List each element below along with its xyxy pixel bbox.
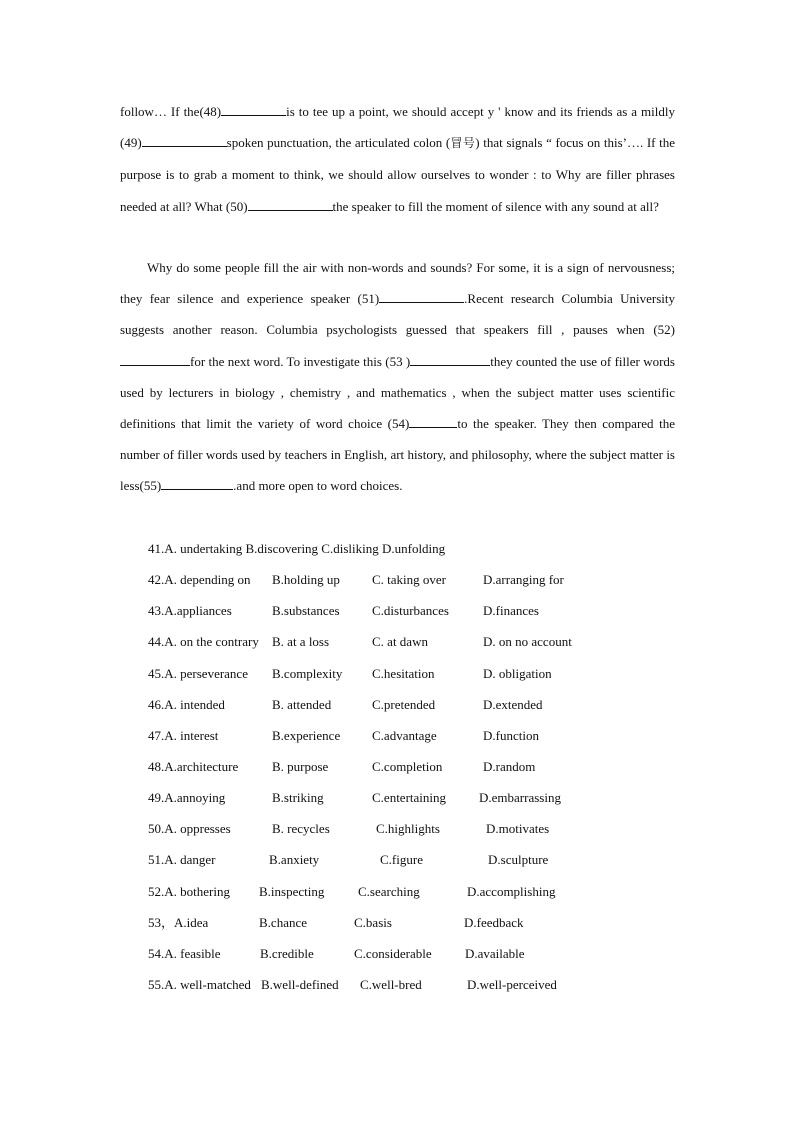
para2-text-1: Why do some people fill the air with non-words and sounds? For some, it is a sign of nervousness; they fear silence and experience speaker (51) — [120, 260, 675, 307]
option-c[interactable]: C.considerable — [354, 945, 432, 961]
option-b[interactable]: B.inspecting — [259, 883, 325, 899]
option-row-55 — [148, 969, 668, 1000]
option-c[interactable]: C.hesitation — [372, 665, 435, 681]
option-c[interactable]: C.basis — [354, 914, 392, 930]
option-d[interactable]: D.feedback — [464, 914, 524, 930]
option-row-52 — [148, 876, 668, 907]
para2-text-3: for the next word. To investigate this (53 ) — [190, 353, 411, 369]
option-row-53 — [148, 907, 668, 938]
option-b[interactable]: B. attended — [272, 696, 332, 712]
option-41-line[interactable]: 41.A. undertaking B.discovering C.disliking D.unfolding — [148, 541, 446, 556]
option-b[interactable]: B.complexity — [272, 665, 343, 681]
option-a[interactable]: 42.A. depending on — [148, 572, 251, 588]
option-b[interactable]: B. at a loss — [272, 634, 330, 650]
blank-51[interactable] — [379, 290, 464, 303]
para1-text-5: the speaker to fill the moment of silence with any sound at all? — [332, 198, 659, 214]
option-a[interactable]: 46.A. intended — [148, 696, 225, 712]
passage-paragraph-2 — [120, 252, 675, 502]
option-d[interactable]: D.arranging for — [483, 572, 564, 588]
option-d[interactable]: D.random — [483, 758, 536, 774]
option-b[interactable]: B.anxiety — [269, 852, 320, 868]
option-d[interactable]: D.accomplishing — [467, 883, 556, 899]
option-row-50 — [148, 813, 668, 844]
option-d[interactable]: D.embarrassing — [479, 790, 561, 806]
option-row-46 — [148, 689, 668, 720]
option-c[interactable]: C.figure — [380, 852, 423, 868]
option-a[interactable]: 55.A. well-matched — [148, 976, 251, 992]
option-row-44 — [148, 626, 668, 657]
option-d[interactable]: D.motivates — [486, 821, 550, 837]
option-b[interactable]: B.credible — [260, 945, 314, 961]
option-b[interactable]: B.striking — [272, 790, 324, 806]
option-a[interactable]: 52.A. bothering — [148, 883, 230, 899]
blank-53[interactable] — [410, 353, 490, 366]
option-c[interactable]: C.searching — [358, 883, 420, 899]
option-a[interactable]: 45.A. perseverance — [148, 665, 248, 681]
blank-50[interactable] — [248, 198, 333, 211]
option-row-45 — [148, 658, 668, 689]
option-row-43 — [148, 595, 668, 626]
option-c[interactable]: C.completion — [372, 758, 443, 774]
option-d[interactable]: D.finances — [483, 603, 539, 619]
blank-54[interactable] — [409, 415, 457, 428]
option-row-49 — [148, 782, 668, 813]
answer-options — [148, 533, 668, 1000]
option-d[interactable]: D.function — [483, 727, 539, 743]
option-b[interactable]: B.holding up — [272, 572, 340, 588]
option-a[interactable]: 44.A. on the contrary — [148, 634, 259, 650]
option-row-48 — [148, 751, 668, 782]
option-d[interactable]: D. obligation — [483, 665, 552, 681]
para1-text-3: spoken punctuation, the articulated colon ( — [226, 135, 451, 151]
option-row-54 — [148, 938, 668, 969]
para1-text-1: follow… If the(48) — [120, 104, 222, 119]
option-b[interactable]: B.chance — [259, 914, 308, 930]
option-c[interactable]: C. at dawn — [372, 634, 428, 650]
option-c[interactable]: C. taking over — [372, 572, 447, 588]
option-row-47 — [148, 720, 668, 751]
para2-text-5: to the speaker. They then compared the number of filler words used by teachers in English, art history, and philosophy, where the subject matter is less(55) — [120, 416, 675, 494]
option-b[interactable]: B.experience — [272, 727, 341, 743]
option-a[interactable]: 47.A. interest — [148, 727, 219, 743]
blank-52[interactable] — [120, 353, 190, 366]
option-b[interactable]: B. purpose — [272, 758, 329, 774]
option-c[interactable]: C.well-bred — [360, 976, 422, 992]
option-c[interactable]: C.disturbances — [372, 603, 449, 619]
blank-55[interactable] — [161, 477, 233, 490]
option-d[interactable]: D. on no account — [483, 634, 572, 650]
option-d[interactable]: D.sculpture — [488, 852, 549, 868]
para1-text-4: ) that signals “ focus on this’…. If the purpose is to grab a moment to think, we should allow ourselves to wonder : to Why are filler phrases needed at all? What (50) — [120, 135, 675, 214]
option-a[interactable]: 54.A. feasible — [148, 945, 221, 961]
option-row-41 — [148, 533, 668, 564]
option-a[interactable]: 53，A.idea — [148, 914, 209, 930]
option-a[interactable]: 48.A.architecture — [148, 758, 239, 774]
para2-text-2: .Recent research Columbia University suggests another reason. Columbia psychologists guessed that speakers fill , pauses when (52) — [120, 291, 675, 338]
option-c[interactable]: C.entertaining — [372, 790, 447, 806]
option-c[interactable]: C.highlights — [376, 821, 440, 837]
passage-paragraph-1 — [120, 96, 675, 222]
option-a[interactable]: 43.A.appliances — [148, 603, 232, 619]
option-a[interactable]: 50.A. oppresses — [148, 821, 231, 837]
option-c[interactable]: C.pretended — [372, 696, 436, 712]
para2-text-6: .and more open to word choices. — [233, 478, 403, 494]
option-row-51 — [148, 844, 668, 875]
option-b[interactable]: B.well-defined — [261, 976, 339, 992]
blank-48[interactable] — [221, 103, 286, 116]
option-c[interactable]: C.advantage — [372, 727, 437, 743]
option-d[interactable]: D.available — [465, 945, 525, 961]
option-row-42 — [148, 564, 668, 595]
option-d[interactable]: D.well-perceived — [467, 976, 557, 992]
para1-text-2: is to tee up a point, we should accept y ' know and its friends as a mildly (49) — [120, 104, 676, 151]
blank-49[interactable] — [142, 134, 227, 147]
option-a[interactable]: 49.A.annoying — [148, 790, 226, 806]
para2-text-4: they counted the use of filler words used by lecturers in biology , chemistry , and mathematics , when the subject matter uses scientific definitions that limit the variety of word choice (54) — [120, 353, 675, 432]
korean-colon-word: 冒号 — [450, 136, 476, 151]
option-b[interactable]: B. recycles — [272, 821, 330, 837]
option-a[interactable]: 51.A. danger — [148, 852, 216, 868]
option-d[interactable]: D.extended — [483, 696, 543, 712]
option-b[interactable]: B.substances — [272, 603, 340, 619]
